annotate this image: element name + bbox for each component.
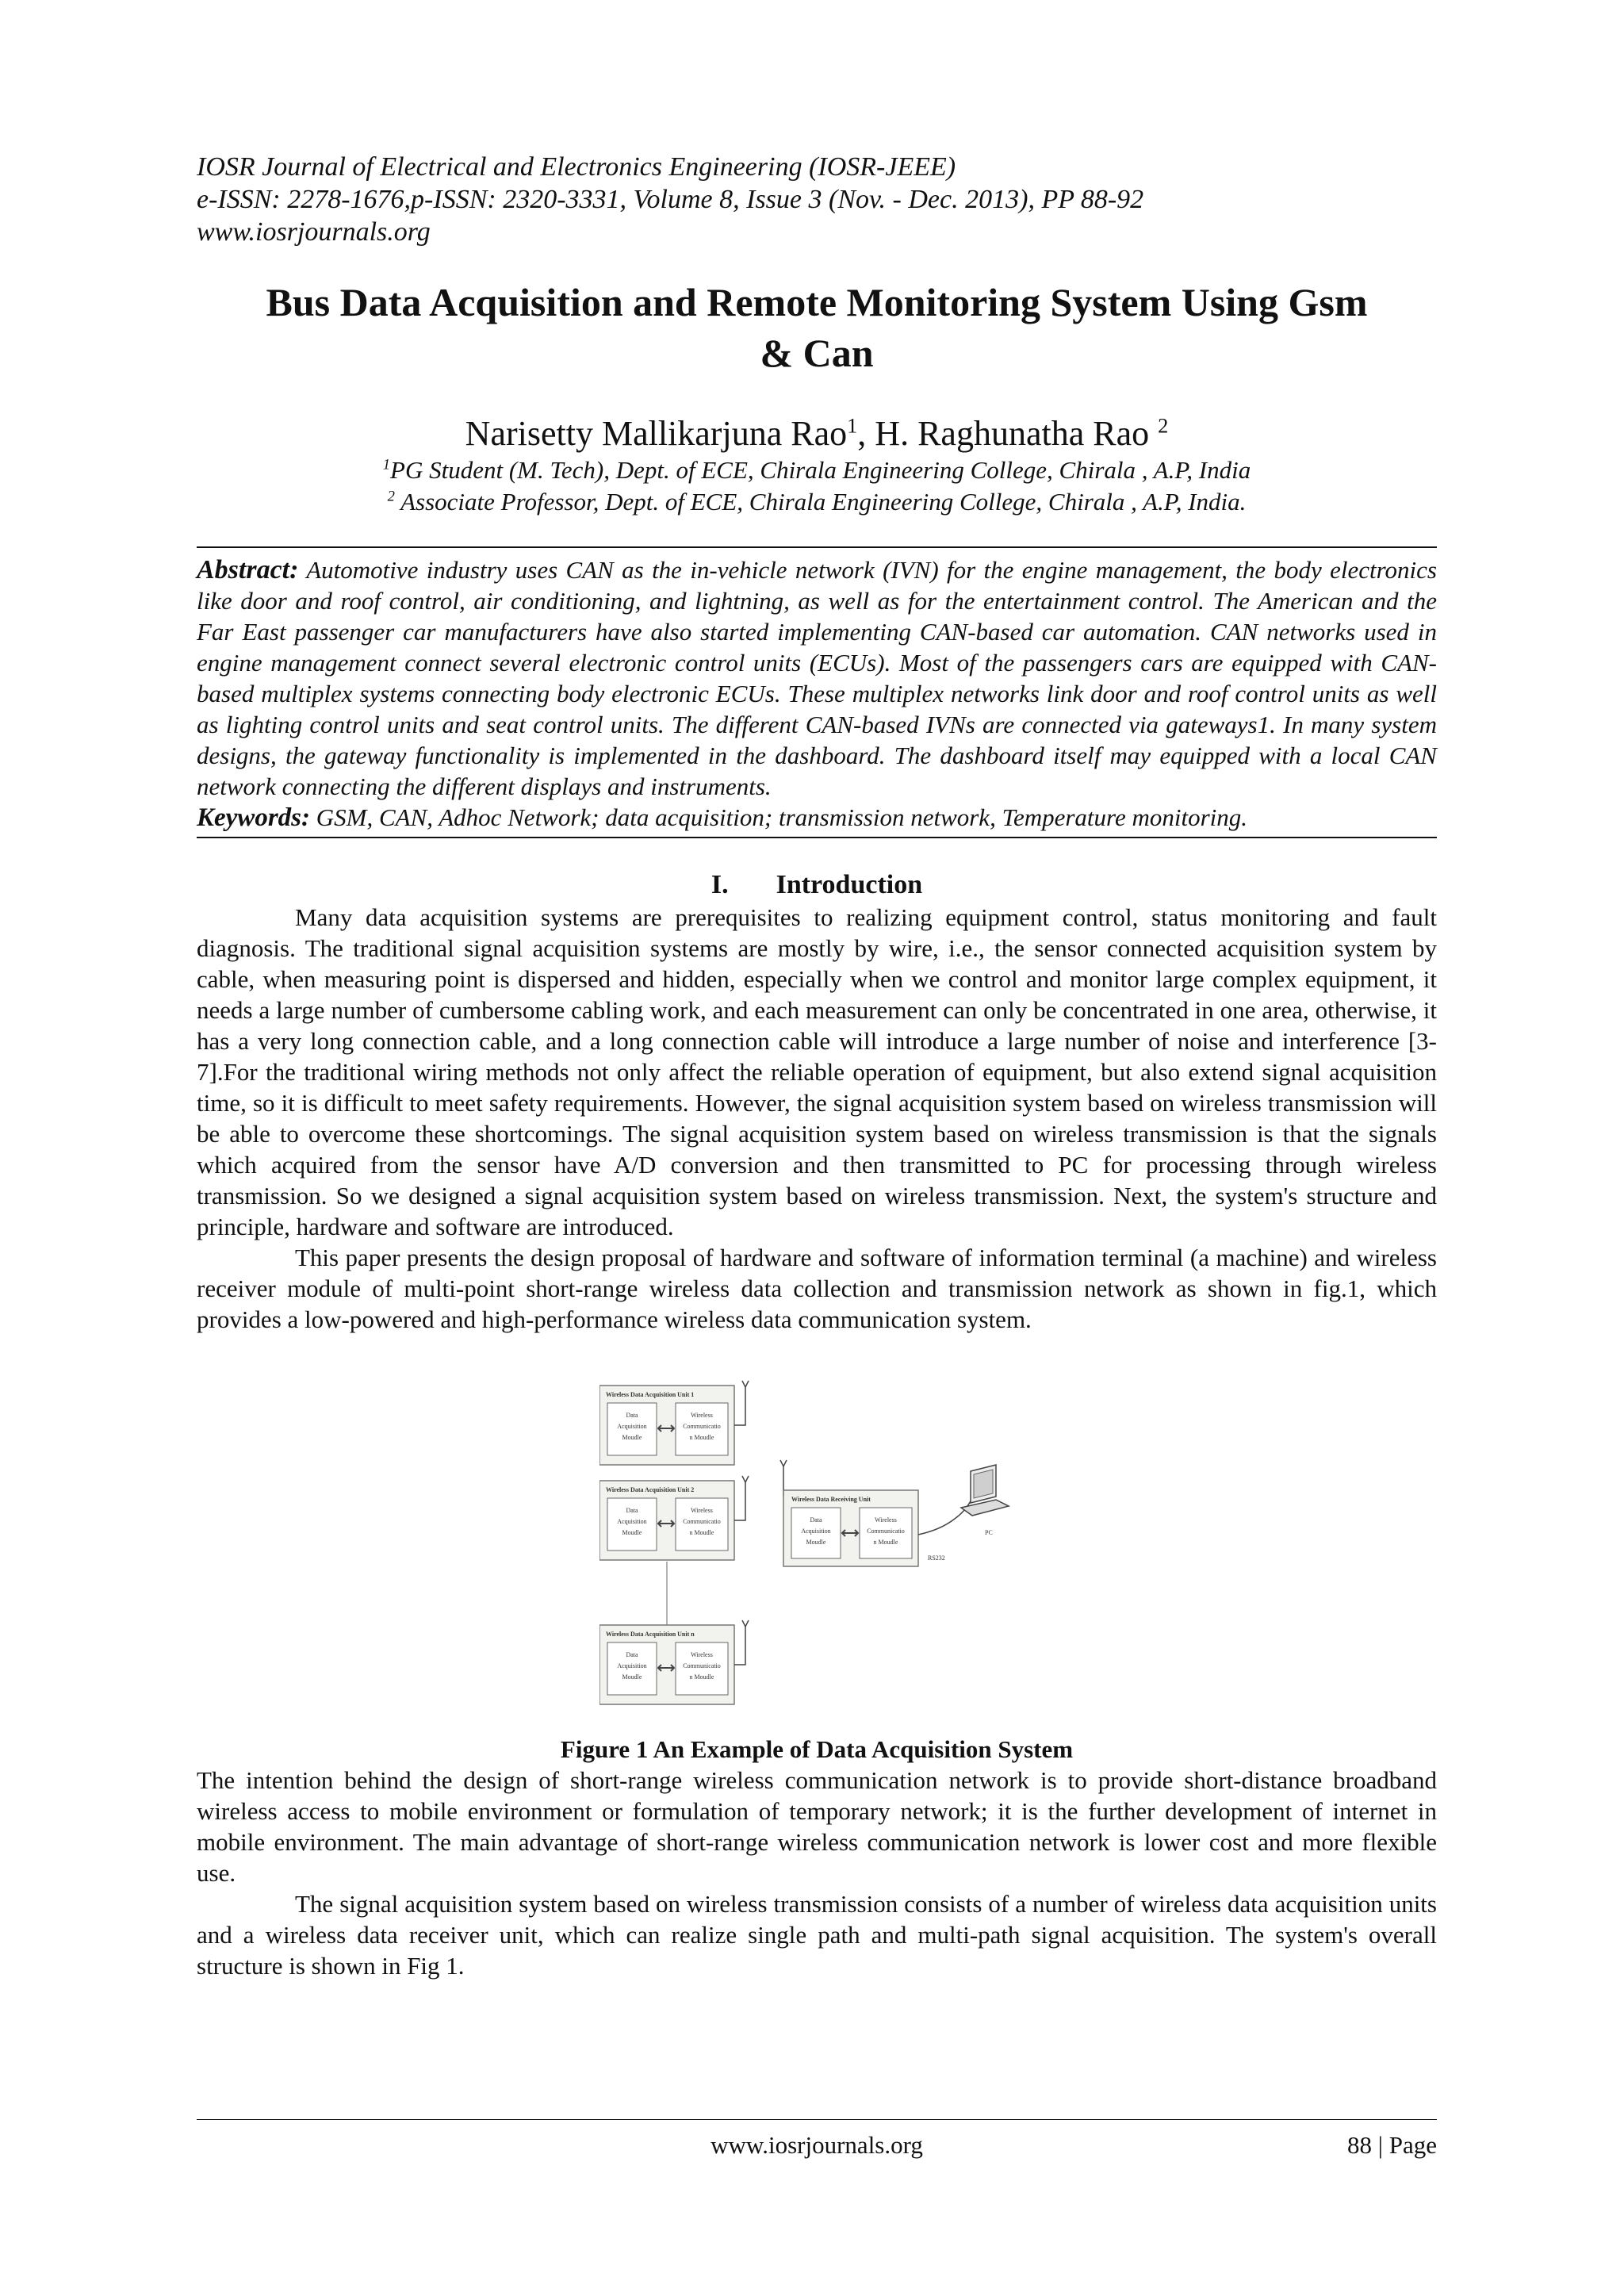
keywords-text: GSM, CAN, Adhoc Network; data acquisition; transmission network, Temperature monitoring.: [310, 803, 1248, 831]
paragraph-1: Many data acquisition systems are prerequisites to realizing equipment control, status monitoring and fault diagnosis. The traditional signal acquisition systems are mostly by wire, i.e., the sensor connected acquisition system by cable, when measuring point is dispersed and hidden, especially when we control and monitor large complex equipment, it needs a large number of cumbersome cabling work, and each measurement can only be concentrated in one area, otherwise, it has a very long connection cable, and a long connection cable will introduce a large number of noise and interference [3-7].For the traditional wiring methods not only affect the reliable operation of equipment, but also extend signal acquisition time, so it is difficult to meet safety requirements. However, the signal acquisition system based on wireless transmission will be able to overcome these shortcomings. The signal acquisition system based on wireless transmission is that the signals which acquired from the sensor have A/D conversion and then transmitted to PC for processing through wireless transmission. So we designed a signal acquisition system based on wireless transmission. Next, the system's structure and principle, hardware and software are introduced.: [197, 903, 1437, 1240]
unit-1-daq-label-3: Moudle: [622, 1434, 642, 1441]
journal-header: [197, 151, 1437, 248]
author-list: [197, 413, 1437, 454]
unit-2-wc-label: Wireless: [691, 1507, 713, 1514]
section-title: Introduction: [776, 870, 923, 899]
paper-title-line2: & Can: [760, 331, 874, 375]
antenna-icon: [742, 1620, 749, 1627]
receiver-wc-label: Wireless: [875, 1516, 897, 1524]
unit-2-wc-label-2: Communicatio: [683, 1518, 721, 1525]
paragraph-2: This paper presents the design proposal of hardware and software of information terminal (a machine) and wireless receiver module of multi-point short-range wireless data collection and transmission network as shown in fig.1, which provides a low-powered and high-performance wireless data communication system.: [197, 1244, 1437, 1333]
affiliation-2-mark: 2: [387, 488, 395, 505]
abstract-top-rule: [197, 546, 1437, 548]
journal-website: www.iosrjournals.org: [197, 217, 431, 247]
unit-n-wc-label: Wireless: [691, 1651, 713, 1658]
receiver-wc-label-2: Communicatio: [867, 1527, 905, 1535]
affiliation-2: [197, 486, 1437, 518]
unit-n-wc-label-2: Communicatio: [683, 1662, 721, 1669]
unit-1-title: Wireless Data Acquisition Unit 1: [606, 1391, 695, 1398]
unit-1-daq-label: Data: [626, 1412, 638, 1419]
unit-2-title: Wireless Data Acquisition Unit 2: [606, 1486, 695, 1493]
page-content: [197, 151, 1437, 1981]
receiving-unit-title: Wireless Data Receiving Unit: [791, 1496, 871, 1503]
unit-n-wc-label-3: n Moudle: [689, 1673, 714, 1681]
keywords: [197, 802, 1437, 834]
affiliation-1: [197, 454, 1437, 486]
receiver-wc-label-3: n Moudle: [873, 1539, 898, 1546]
affiliation-2-text: Associate Professor, Dept. of ECE, Chirala Engineering College, Chirala , A.P, India.: [394, 488, 1247, 516]
data-acquisition-diagram: [599, 1379, 1012, 1712]
rs232-cable: [918, 1498, 972, 1535]
acquisition-unit-2: [599, 1476, 749, 1560]
unit-2-daq-label-3: Moudle: [622, 1529, 642, 1536]
abstract-label: Abstract:: [197, 555, 299, 585]
abstract: [197, 554, 1437, 802]
paragraph-4: The signal acquisition system based on wireless transmission consists of a number of wireless data acquisition units and a wireless data receiver unit, which can realize single path and multi-path signal acquisition. The system's overall structure is shown in Fig 1.: [197, 1890, 1437, 1980]
receiving-unit: [780, 1460, 972, 1566]
receiver-daq-label-3: Moudle: [806, 1539, 826, 1546]
journal-issn: e-ISSN: 2278-1676,p-ISSN: 2320-3331, Volume 8, Issue 3 (Nov. - Dec. 2013), PP 88-92: [197, 185, 1144, 214]
paper-title: [197, 277, 1437, 378]
antenna-icon: [780, 1460, 787, 1466]
figure-1: [599, 1379, 1012, 1712]
unit-1-wc-label-3: n Moudle: [689, 1434, 714, 1441]
abstract-text: Automotive industry uses CAN as the in-vehicle network (IVN) for the engine management, the body electronics like door and roof control, air conditioning, and lightning, as well as for the entertainment control. The American and the Far East passenger car manufacturers have also started implementing CAN-based car automation. CAN networks used in engine management connect several electronic control units (ECUs). Most of the passengers cars are equipped with CAN-based multiplex systems connecting body electronic ECUs. These multiplex networks link door and roof control units as well as lighting control units and seat control units. The different CAN-based IVNs are connected via gateways1. In many system designs, the gateway functionality is implemented in the dashboard. The dashboard itself may equipped with a local CAN network connecting the different displays and instruments.: [197, 556, 1437, 800]
unit-2-daq-label-2: Acquisition: [617, 1518, 647, 1525]
paper-title-line1: Bus Data Acquisition and Remote Monitoring System Using Gsm: [266, 280, 1368, 324]
acquisition-unit-1: [599, 1381, 749, 1465]
section-heading-introduction: [197, 868, 1437, 902]
unit-1-wc-label: Wireless: [691, 1412, 713, 1419]
acquisition-unit-n: [599, 1620, 749, 1704]
pc-label: PC: [985, 1529, 993, 1536]
unit-1-daq-label-2: Acquisition: [617, 1423, 647, 1430]
unit-n-daq-label: Data: [626, 1651, 638, 1658]
author-separator: ,: [857, 414, 875, 453]
paragraph-3: The intention behind the design of short-range wireless communication network is to provide short-distance broadband wireless access to mobile environment or formulation of temporary network; it is the further development of internet in mobile environment. The main advantage of short-range wireless communication network is lower cost and more flexible use.: [197, 1766, 1437, 1887]
unit-1-wc-label-2: Communicatio: [683, 1423, 721, 1430]
footer-page-number: 88 | Page: [1347, 2131, 1437, 2159]
receiver-daq-label: Data: [810, 1516, 822, 1524]
antenna-icon: [742, 1381, 749, 1387]
unit-n-daq-label-2: Acquisition: [617, 1662, 647, 1669]
rs232-label: RS232: [928, 1554, 945, 1562]
section-number: I.: [710, 870, 729, 899]
affiliation-1-mark: 1: [382, 456, 391, 473]
abstract-bottom-rule: [197, 837, 1437, 838]
pc-icon: [961, 1465, 1009, 1536]
unit-n-daq-label-3: Moudle: [622, 1673, 642, 1681]
unit-2-wc-label-3: n Moudle: [689, 1529, 714, 1536]
author-2-affiliation-mark: 2: [1158, 413, 1169, 438]
author-1: Narisetty Mallikarjuna Rao: [465, 414, 848, 453]
affiliation-1-text: PG Student (M. Tech), Dept. of ECE, Chirala Engineering College, Chirala , A.P, India: [390, 456, 1251, 484]
journal-name: IOSR Journal of Electrical and Electronics Engineering (IOSR-JEEE): [197, 152, 956, 182]
author-2: H. Raghunatha Rao: [875, 414, 1159, 453]
figure-1-caption: Figure 1 An Example of Data Acquisition System: [560, 1735, 1074, 1763]
receiver-daq-label-2: Acquisition: [801, 1527, 831, 1535]
keywords-label: Keywords:: [197, 803, 310, 832]
page-footer: [197, 2119, 1437, 2169]
author-1-affiliation-mark: 1: [847, 413, 858, 438]
unit-2-daq-label: Data: [626, 1507, 638, 1514]
footer-url: www.iosrjournals.org: [710, 2131, 923, 2159]
unit-n-title: Wireless Data Acquisition Unit n: [606, 1631, 695, 1638]
antenna-icon: [742, 1476, 749, 1482]
footer-rule: [197, 2119, 1437, 2120]
